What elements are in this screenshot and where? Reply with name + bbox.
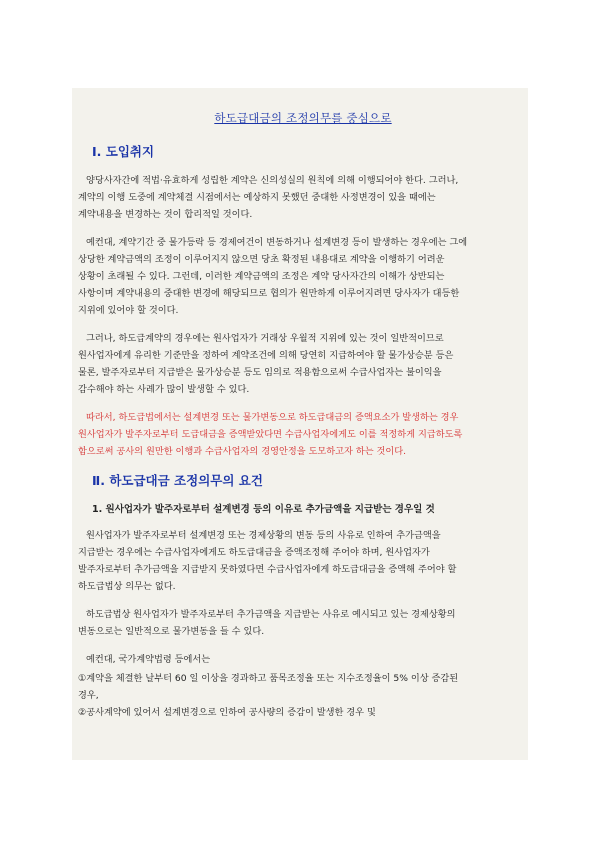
paragraph-line: 함으로써 공사의 원만한 이행과 수급사업자의 경영안정을 도모하고자 하는 것이다. [78,446,407,457]
paragraph [78,330,528,398]
list-line: ②공사계약에 있어서 설계변경으로 인하여 공사량의 증감이 발생한 경우 및 [78,707,376,718]
subsection-heading: 1. 원사업자가 발주자로부터 설계변경 등의 이유로 추가금액을 지급받는 경우일 것 [92,504,435,515]
paragraph-line: 그러나, 하도급계약의 경우에는 원사업자가 거래상 우월적 지위에 있는 것이 일반적이므로 [86,333,444,344]
section-heading-1: Ⅰ. 도입취지 [92,144,155,159]
paragraph-line: 예컨대, 국가계약법령 등에서는 [86,654,211,665]
document-content [78,92,528,721]
paragraph-line: 사항이며 계약내용의 중대한 변경에 해당되므로 협의가 원만하게 이루어지려면 당사자가 대등한 [78,288,460,299]
paragraph-line: 예컨대, 계약기간 중 물가등락 등 경제여건이 변동하거나 설계변경 등이 발생하는 경우에는 그에 [86,237,468,248]
section-heading-2: Ⅱ. 하도급대금 조정의무의 요건 [92,473,263,488]
list-line: 경우, [78,690,99,701]
paragraph-line: 원사업자가 발주자로부터 설계변경 또는 경제상황의 변동 등의 사유로 인하여 추가금액을 [86,530,441,541]
paragraph-line: 계약의 이행 도중에 계약체결 시점에서는 예상하지 못했던 중대한 사정변경이 있을 때에는 [78,192,436,203]
paragraph-line: 하도급법상 원사업자가 발주자로부터 추가금액을 지급받는 사유로 예시되고 있는 경제상황의 [86,609,456,620]
paragraph-line: 상황이 초래될 수 있다. 그런데, 이러한 계약금액의 조정은 계약 당사자간의 이해가 상반되는 [78,271,445,282]
paragraph [78,606,528,640]
paragraph-line: 상당한 계약금액의 조정이 이루어지지 않으면 당초 확정된 내용대로 계약을 이행하기 어려운 [78,254,445,265]
highlighted-paragraph [78,409,528,460]
paragraph-line: 변동으로는 일반적으로 물가변동을 들 수 있다. [78,626,265,637]
paragraph [78,234,528,319]
paragraph [78,651,528,668]
paragraph-line: 하도급법상 의무는 없다. [78,581,176,592]
document-title: 하도급대금의 조정의무를 중심으로 [214,111,392,125]
paragraph-line: 지급받는 경우에는 수급사업자에게도 하도급대금을 증액조정해 주어야 하며, 원사업자가 [78,547,430,558]
paragraph [78,172,528,223]
list-line: ①계약을 체결한 날부터 60 일 이상을 경과하고 품목조정율 또는 지수조정율이 5% 이상 증감된 [78,673,459,684]
paragraph [78,527,528,595]
paragraph-line: 계약내용을 변경하는 것이 합리적일 것이다. [78,209,253,220]
paragraph-line: 원사업자가 발주자로부터 도급대금을 증액받았다면 수급사업자에게도 이를 적정하게 지급하도록 [78,429,463,440]
paragraph-line: 지위에 있어야 할 것이다. [78,305,179,316]
paragraph-line: 물론, 발주자로부터 지급받은 물가상승분 등도 임의로 적용함으로써 수급사업자는 불이익을 [78,367,442,378]
paragraph-line: 따라서, 하도급법에서는 설계변경 또는 물가변동으로 하도급대금의 증액요소가 발생하는 경우 [86,412,459,423]
paragraph-line: 양당사자간에 적법·유효하게 성립한 계약은 신의성실의 원칙에 의해 이행되어야 한다. 그러나, [86,175,459,186]
paragraph-line: 감수해야 하는 사례가 많이 발생할 수 있다. [78,384,250,395]
paragraph-line: 발주자로부터 추가금액을 지급받지 못하였다면 수급사업자에게 하도급대금을 증액해 주어야 할 [78,564,457,575]
paragraph-line: 원사업자에게 유리한 기준만을 정하여 계약조건에 의해 당연히 지급하여야 할 물가상승분 등은 [78,350,454,361]
numbered-list [78,670,528,721]
